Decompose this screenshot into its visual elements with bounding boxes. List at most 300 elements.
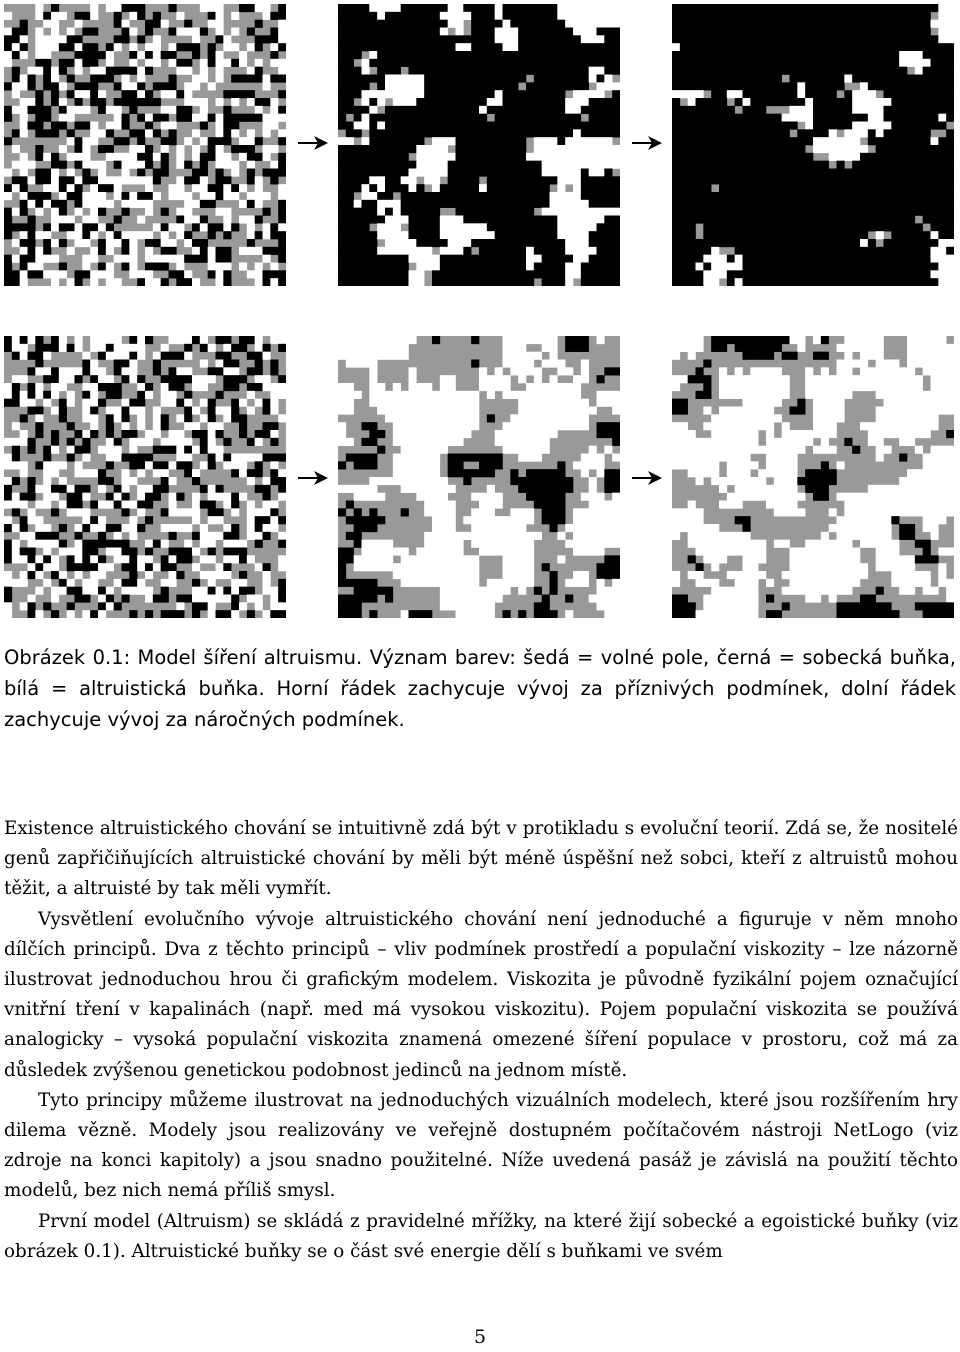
altruist-cell: [231, 508, 239, 516]
altruist-cell: [231, 98, 239, 106]
selfish-cell: [876, 137, 884, 145]
altruist-cell: [223, 571, 231, 579]
selfish-cell: [758, 75, 766, 83]
altruist-cell: [672, 344, 680, 352]
selfish-cell: [471, 263, 479, 271]
altruist-cell: [114, 43, 122, 51]
selfish-cell: [369, 161, 377, 169]
selfish-cell: [346, 43, 354, 51]
altruist-cell: [432, 469, 440, 477]
altruist-cell: [432, 153, 440, 161]
selfish-cell: [503, 59, 511, 67]
selfish-cell: [377, 28, 385, 36]
selfish-cell: [208, 407, 216, 415]
selfish-cell: [680, 122, 688, 130]
altruist-cell: [612, 602, 620, 610]
selfish-cell: [821, 12, 829, 20]
altruist-cell: [20, 51, 28, 59]
altruist-cell: [114, 532, 122, 540]
selfish-cell: [907, 247, 915, 255]
altruist-cell: [216, 67, 224, 75]
selfish-cell: [35, 336, 43, 344]
selfish-cell: [821, 231, 829, 239]
selfish-cell: [448, 200, 456, 208]
altruist-cell: [169, 43, 177, 51]
selfish-cell: [456, 90, 464, 98]
selfish-cell: [899, 106, 907, 114]
selfish-cell: [424, 12, 432, 20]
selfish-cell: [719, 200, 727, 208]
altruist-cell: [774, 367, 782, 375]
altruist-cell: [270, 587, 278, 595]
altruist-cell: [59, 98, 67, 106]
altruist-cell: [377, 176, 385, 184]
altruist-cell: [503, 20, 511, 28]
altruist-cell: [137, 493, 145, 501]
selfish-cell: [432, 51, 440, 59]
selfish-cell: [735, 216, 743, 224]
selfish-cell: [4, 231, 12, 239]
selfish-cell: [223, 278, 231, 286]
altruist-cell: [612, 153, 620, 161]
altruist-cell: [510, 344, 518, 352]
altruist-cell: [456, 563, 464, 571]
altruist-cell: [145, 200, 153, 208]
selfish-cell: [735, 4, 743, 12]
selfish-cell: [369, 587, 377, 595]
altruist-cell: [200, 75, 208, 83]
selfish-cell: [35, 90, 43, 98]
selfish-cell: [255, 430, 263, 438]
altruist-cell: [270, 145, 278, 153]
altruist-cell: [813, 145, 821, 153]
altruist-cell: [67, 106, 75, 114]
altruist-cell: [471, 516, 479, 524]
selfish-cell: [4, 540, 12, 548]
altruist-cell: [278, 602, 286, 610]
altruist-cell: [946, 4, 954, 12]
selfish-cell: [346, 4, 354, 12]
altruist-cell: [169, 391, 177, 399]
selfish-cell: [216, 223, 224, 231]
altruist-cell: [581, 145, 589, 153]
altruist-cell: [98, 610, 106, 618]
altruist-cell: [518, 571, 526, 579]
selfish-cell: [891, 270, 899, 278]
selfish-cell: [184, 278, 192, 286]
altruist-cell: [20, 430, 28, 438]
selfish-cell: [821, 114, 829, 122]
altruist-cell: [565, 383, 573, 391]
selfish-cell: [790, 67, 798, 75]
altruist-cell: [448, 422, 456, 430]
altruist-cell: [161, 344, 169, 352]
selfish-cell: [946, 184, 954, 192]
selfish-cell: [813, 278, 821, 286]
selfish-cell: [216, 508, 224, 516]
altruist-cell: [931, 231, 939, 239]
selfish-cell: [589, 114, 597, 122]
selfish-cell: [790, 255, 798, 263]
altruist-cell: [59, 145, 67, 153]
selfish-cell: [852, 12, 860, 20]
selfish-cell: [12, 223, 20, 231]
selfish-cell: [20, 524, 28, 532]
altruist-cell: [270, 391, 278, 399]
altruist-cell: [192, 595, 200, 603]
selfish-cell: [161, 352, 169, 360]
altruist-cell: [597, 4, 605, 12]
altruist-cell: [565, 200, 573, 208]
selfish-cell: [931, 263, 939, 271]
selfish-cell: [703, 239, 711, 247]
selfish-cell: [534, 485, 542, 493]
altruist-cell: [90, 571, 98, 579]
altruist-cell: [385, 540, 393, 548]
selfish-cell: [907, 184, 915, 192]
altruist-cell: [377, 399, 385, 407]
altruist-cell: [510, 391, 518, 399]
selfish-cell: [534, 67, 542, 75]
selfish-cell: [938, 122, 946, 130]
selfish-cell: [876, 4, 884, 12]
altruist-cell: [90, 587, 98, 595]
altruist-cell: [90, 360, 98, 368]
altruist-cell: [597, 579, 605, 587]
selfish-cell: [844, 28, 852, 36]
altruist-cell: [176, 176, 184, 184]
selfish-cell: [169, 367, 177, 375]
altruist-cell: [90, 524, 98, 532]
altruist-cell: [542, 438, 550, 446]
altruist-cell: [153, 192, 161, 200]
selfish-cell: [915, 200, 923, 208]
altruist-cell: [51, 239, 59, 247]
selfish-cell: [612, 485, 620, 493]
altruist-cell: [581, 239, 589, 247]
selfish-cell: [161, 247, 169, 255]
selfish-cell: [797, 145, 805, 153]
selfish-cell: [463, 75, 471, 83]
selfish-cell: [891, 200, 899, 208]
selfish-cell: [915, 122, 923, 130]
altruist-cell: [409, 422, 417, 430]
altruist-cell: [424, 477, 432, 485]
selfish-cell: [750, 270, 758, 278]
altruist-cell: [448, 414, 456, 422]
selfish-cell: [696, 114, 704, 122]
selfish-cell: [581, 59, 589, 67]
altruist-cell: [424, 438, 432, 446]
altruist-cell: [409, 90, 417, 98]
selfish-cell: [456, 161, 464, 169]
selfish-cell: [565, 595, 573, 603]
altruist-cell: [424, 548, 432, 556]
selfish-cell: [604, 571, 612, 579]
selfish-cell: [122, 4, 130, 12]
altruist-cell: [51, 75, 59, 83]
altruist-cell: [270, 278, 278, 286]
selfish-cell: [510, 176, 518, 184]
altruist-cell: [35, 383, 43, 391]
altruist-cell: [448, 430, 456, 438]
selfish-cell: [938, 223, 946, 231]
selfish-cell: [750, 239, 758, 247]
altruist-cell: [247, 216, 255, 224]
selfish-cell: [518, 231, 526, 239]
selfish-cell: [432, 28, 440, 36]
altruist-cell: [106, 407, 114, 415]
altruist-cell: [672, 43, 680, 51]
selfish-cell: [923, 35, 931, 43]
altruist-cell: [424, 391, 432, 399]
altruist-cell: [557, 169, 565, 177]
altruist-cell: [432, 540, 440, 548]
selfish-cell: [915, 114, 923, 122]
selfish-cell: [766, 67, 774, 75]
selfish-cell: [766, 20, 774, 28]
selfish-cell: [829, 247, 837, 255]
altruist-cell: [59, 82, 67, 90]
altruist-cell: [223, 555, 231, 563]
altruist-cell: [239, 469, 247, 477]
altruist-cell: [409, 169, 417, 177]
altruist-cell: [456, 239, 464, 247]
selfish-cell: [59, 161, 67, 169]
selfish-cell: [169, 247, 177, 255]
selfish-cell: [184, 255, 192, 263]
selfish-cell: [589, 129, 597, 137]
selfish-cell: [479, 263, 487, 271]
altruist-cell: [106, 239, 114, 247]
altruist-cell: [526, 153, 534, 161]
altruist-cell: [471, 524, 479, 532]
altruist-cell: [503, 516, 511, 524]
selfish-cell: [503, 278, 511, 286]
grid-panel-top-1: [4, 4, 286, 286]
selfish-cell: [518, 28, 526, 36]
altruist-cell: [526, 454, 534, 462]
selfish-cell: [923, 90, 931, 98]
selfish-cell: [891, 231, 899, 239]
altruist-cell: [129, 263, 137, 271]
selfish-cell: [526, 4, 534, 12]
altruist-cell: [813, 137, 821, 145]
selfish-cell: [278, 4, 286, 12]
altruist-cell: [377, 555, 385, 563]
altruist-cell: [581, 247, 589, 255]
selfish-cell: [696, 208, 704, 216]
altruist-cell: [59, 270, 67, 278]
altruist-cell: [456, 414, 464, 422]
selfish-cell: [907, 231, 915, 239]
altruist-cell: [604, 391, 612, 399]
selfish-cell: [821, 161, 829, 169]
selfish-cell: [774, 161, 782, 169]
selfish-cell: [542, 247, 550, 255]
selfish-cell: [169, 51, 177, 59]
selfish-cell: [915, 161, 923, 169]
selfish-cell: [565, 59, 573, 67]
altruist-cell: [534, 446, 542, 454]
altruist-cell: [67, 231, 75, 239]
selfish-cell: [346, 216, 354, 224]
selfish-cell: [487, 122, 495, 130]
altruist-cell: [106, 59, 114, 67]
altruist-cell: [75, 571, 83, 579]
selfish-cell: [338, 200, 346, 208]
altruist-cell: [200, 595, 208, 603]
selfish-cell: [354, 532, 362, 540]
altruist-cell: [106, 122, 114, 130]
altruist-cell: [510, 579, 518, 587]
altruist-cell: [35, 67, 43, 75]
selfish-cell: [82, 548, 90, 556]
altruist-cell: [463, 430, 471, 438]
altruist-cell: [362, 192, 370, 200]
selfish-cell: [129, 454, 137, 462]
selfish-cell: [821, 20, 829, 28]
altruist-cell: [432, 477, 440, 485]
selfish-cell: [931, 122, 939, 130]
altruist-cell: [35, 414, 43, 422]
selfish-cell: [711, 239, 719, 247]
altruist-cell: [534, 145, 542, 153]
selfish-cell: [200, 161, 208, 169]
selfish-cell: [471, 208, 479, 216]
altruist-cell: [129, 587, 137, 595]
altruist-cell: [612, 524, 620, 532]
altruist-cell: [393, 563, 401, 571]
selfish-cell: [416, 59, 424, 67]
altruist-cell: [557, 414, 565, 422]
selfish-cell: [899, 43, 907, 51]
selfish-cell: [12, 67, 20, 75]
selfish-cell: [51, 508, 59, 516]
selfish-cell: [471, 67, 479, 75]
selfish-cell: [440, 67, 448, 75]
altruist-cell: [247, 270, 255, 278]
altruist-cell: [106, 176, 114, 184]
altruist-cell: [393, 352, 401, 360]
selfish-cell: [534, 12, 542, 20]
altruist-cell: [597, 516, 605, 524]
selfish-cell: [907, 28, 915, 36]
altruist-cell: [479, 532, 487, 540]
selfish-cell: [612, 367, 620, 375]
altruist-cell: [98, 223, 106, 231]
selfish-cell: [821, 200, 829, 208]
selfish-cell: [597, 200, 605, 208]
selfish-cell: [255, 367, 263, 375]
altruist-cell: [369, 383, 377, 391]
selfish-cell: [672, 208, 680, 216]
selfish-cell: [703, 20, 711, 28]
selfish-cell: [821, 192, 829, 200]
altruist-cell: [758, 367, 766, 375]
selfish-cell: [239, 430, 247, 438]
selfish-cell: [852, 184, 860, 192]
selfish-cell: [471, 114, 479, 122]
selfish-cell: [239, 414, 247, 422]
selfish-cell: [837, 263, 845, 271]
altruist-cell: [526, 571, 534, 579]
altruist-cell: [82, 407, 90, 415]
altruist-cell: [510, 367, 518, 375]
selfish-cell: [774, 153, 782, 161]
selfish-cell: [362, 263, 370, 271]
selfish-cell: [938, 145, 946, 153]
altruist-cell: [67, 367, 75, 375]
altruist-cell: [129, 59, 137, 67]
altruist-cell: [597, 493, 605, 501]
altruist-cell: [223, 192, 231, 200]
selfish-cell: [4, 524, 12, 532]
selfish-cell: [797, 263, 805, 271]
selfish-cell: [67, 75, 75, 83]
altruist-cell: [573, 391, 581, 399]
altruist-cell: [192, 75, 200, 83]
altruist-cell: [401, 82, 409, 90]
selfish-cell: [946, 169, 954, 177]
altruist-cell: [176, 192, 184, 200]
selfish-cell: [479, 129, 487, 137]
altruist-cell: [401, 98, 409, 106]
altruist-cell: [581, 12, 589, 20]
altruist-cell: [495, 90, 503, 98]
selfish-cell: [169, 446, 177, 454]
selfish-cell: [797, 35, 805, 43]
altruist-cell: [369, 192, 377, 200]
selfish-cell: [534, 20, 542, 28]
selfish-cell: [931, 90, 939, 98]
altruist-cell: [145, 231, 153, 239]
altruist-cell: [129, 344, 137, 352]
altruist-cell: [589, 67, 597, 75]
selfish-cell: [550, 469, 558, 477]
altruist-cell: [597, 508, 605, 516]
selfish-cell: [503, 208, 511, 216]
altruist-cell: [20, 153, 28, 161]
altruist-cell: [597, 145, 605, 153]
selfish-cell: [369, 20, 377, 28]
selfish-cell: [688, 169, 696, 177]
selfish-cell: [192, 477, 200, 485]
selfish-cell: [247, 90, 255, 98]
selfish-cell: [82, 595, 90, 603]
selfish-cell: [495, 43, 503, 51]
selfish-cell: [278, 239, 286, 247]
selfish-cell: [750, 82, 758, 90]
altruist-cell: [829, 145, 837, 153]
altruist-cell: [43, 563, 51, 571]
selfish-cell: [581, 82, 589, 90]
altruist-cell: [440, 375, 448, 383]
selfish-cell: [581, 278, 589, 286]
selfish-cell: [860, 200, 868, 208]
selfish-cell: [672, 169, 680, 177]
selfish-cell: [416, 43, 424, 51]
selfish-cell: [153, 114, 161, 122]
selfish-cell: [829, 51, 837, 59]
selfish-cell: [510, 59, 518, 67]
selfish-cell: [743, 239, 751, 247]
selfish-cell: [377, 263, 385, 271]
altruist-cell: [75, 555, 83, 563]
altruist-cell: [573, 90, 581, 98]
selfish-cell: [923, 263, 931, 271]
selfish-cell: [59, 263, 67, 271]
